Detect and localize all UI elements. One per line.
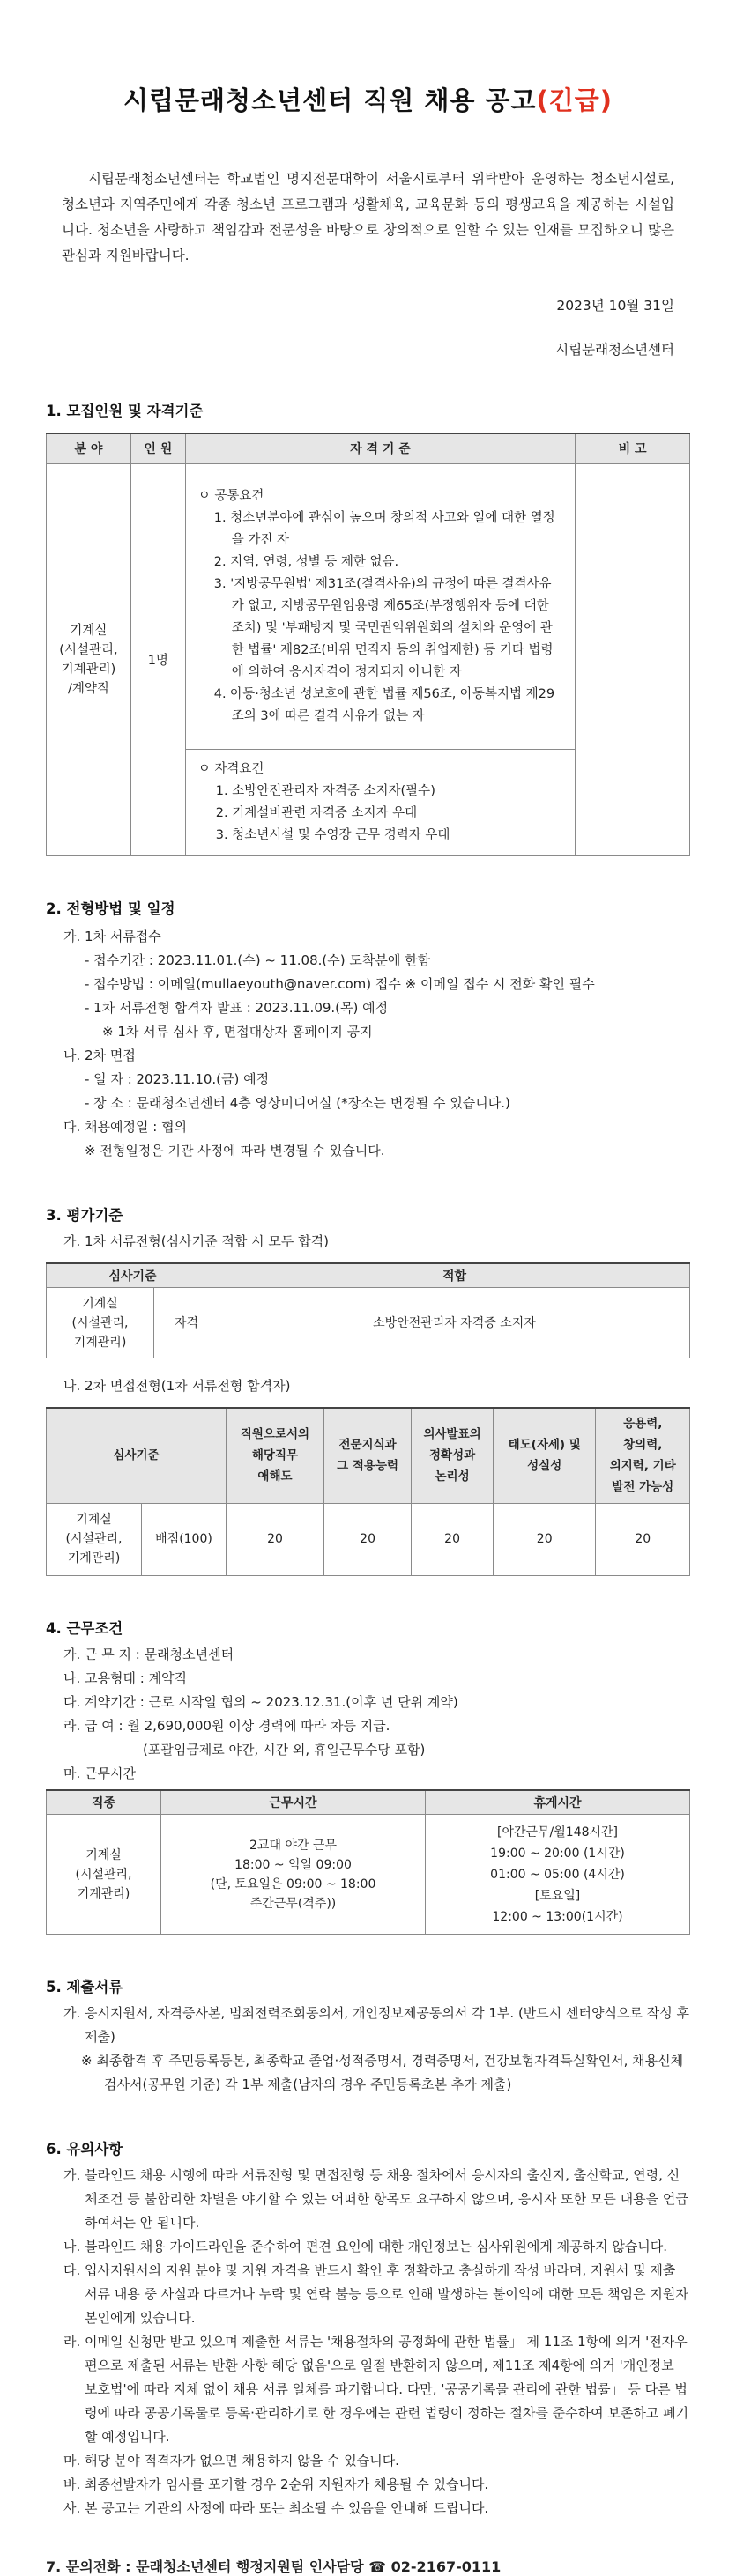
- header-fit: 적합: [219, 1263, 690, 1288]
- work-hours-table: [46, 1789, 690, 1936]
- section-5-heading: 5. 제출서류: [46, 1979, 123, 1995]
- header-criteria: 자 격 기 준: [185, 433, 575, 463]
- header-role: 직종: [47, 1790, 161, 1815]
- page-title: [46, 0, 690, 117]
- header-criteria: 심사기준: [47, 1263, 219, 1288]
- header-field: 분 야: [47, 433, 131, 463]
- conditions-block: [46, 1643, 690, 1786]
- header-note: 비 고: [576, 433, 690, 463]
- header-criteria: 심사기준: [47, 1408, 227, 1503]
- table-header-row: [47, 1790, 690, 1815]
- condition-c: 다. 계약기간 : 근로 시작일 협의 ~ 2023.12.31.(이후 년 단위 계약): [63, 1693, 458, 1710]
- documents-a: 가. 응시지원서, 자격증사본, 범죄전력조회동의서, 개인정보제공동의서 각 1부. (반드시 센터양식으로 작성 후 제출): [63, 2005, 689, 2045]
- evaluation-b: 나. 2차 면접전형(1차 서류전형 합격자): [63, 1378, 291, 1394]
- count-cell: 1명: [130, 463, 185, 855]
- score-cell: 20: [227, 1503, 324, 1575]
- condition-a: 가. 근 무 지 : 문래청소년센터: [63, 1646, 234, 1662]
- break-cell: [야간근무/월148시간] 19:00 ~ 20:00 (1시간) 01:00 ~ 05:00 (4시간) [토요일] 12:00 ~ 13:00(1시간): [426, 1815, 690, 1935]
- evaluation-a: 가. 1차 서류전형(심사기준 적합 시 모두 합격): [63, 1232, 329, 1249]
- table-row: [47, 1503, 690, 1575]
- notes-block: [46, 2164, 690, 2520]
- score-cell: 20: [493, 1503, 596, 1575]
- schedule-a4: ※ 1차 서류 심사 후, 면접대상자 홈페이지 공지: [102, 1023, 373, 1040]
- section-6-heading: 6. 유의사항: [46, 2141, 123, 2158]
- general-item: 2. 지역, 연령, 성별 등 제한 없음.: [213, 554, 399, 569]
- condition-e: 마. 근무시간: [63, 1765, 136, 1781]
- condition-d: 라. 급 여 : 월 2,690,000원 이상 경력에 따라 차등 지급.: [63, 1717, 390, 1734]
- condition-b: 나. 고용형태 : 계약직: [63, 1669, 188, 1686]
- role-cell: 기계실 (시설관리, 기계관리): [47, 1815, 161, 1935]
- label-cell: 배점(100): [142, 1503, 227, 1575]
- notes-item: 나. 블라인드 채용 가이드라인을 준수하여 편견 요인에 대한 개인정보는 심사위원에게 제공하지 않습니다.: [63, 2239, 668, 2254]
- qualification-item: 2. 기계설비관련 자격증 소지자 우대: [215, 805, 418, 820]
- qualification-item: 1. 소방안전관리자 자격증 소지자(필수): [215, 783, 435, 798]
- table-header-row: [47, 1408, 690, 1503]
- notes-item: 바. 최종선발자가 임사를 포기할 경우 2순위 지원자가 채용될 수 있습니다.: [63, 2476, 489, 2492]
- title-text: 시립문래청소년센터 직원 채용 공고: [123, 85, 537, 115]
- table-row: [47, 463, 690, 749]
- label-cell: 자격: [154, 1288, 219, 1358]
- schedule-b1: - 일 자 : 2023.11.10.(금) 예정: [85, 1070, 270, 1087]
- schedule-a3: - 1차 서류전형 합격자 발표 : 2023.11.09.(목) 예정: [85, 999, 389, 1016]
- general-item: 3. '지방공무원법' 제31조(결격사유)의 규정에 따른 결격사유가 없고, 지방공무원임용령 제65조(부정행위자 등에 대한 조치) 및 '부패방지 및 국민권익위원회의 설치와 운영에 관한 법률' 제82조(비위 면직자 등의 취업제한) 등 기타 법령에 의하여 응시자격이 정지되지 아니한 자: [213, 576, 554, 679]
- intro-paragraph: 시립문래청소년센터는 학교법인 명지전문대학이 서울시로부터 위탁받아 운영하는 청소년시설로, 청소년과 지역주민에게 각종 청소년 프로그램과 생활체육, 교육문화 등의 평생교육을 제공하는 시설입니다. 청소년을 사랑하고 책임감과 전문성을 바탕으로 창의적으로 일할 수 있는 인재를 모집하오니 많은 관심과 지원바랍니다.: [62, 171, 674, 263]
- schedule-c: 다. 채용예정일 : 협의: [63, 1118, 188, 1135]
- schedule-b: 나. 2차 면접: [63, 1047, 136, 1063]
- header-c3: 의사발표의 정확성과 논리성: [412, 1408, 494, 1503]
- schedule-c1: ※ 전형일정은 기관 사정에 따라 변경될 수 있습니다.: [85, 1142, 385, 1158]
- table-row: [47, 1288, 690, 1358]
- score-cell: 20: [412, 1503, 494, 1575]
- value-cell: 소방안전관리자 자격증 소지자: [219, 1288, 690, 1358]
- contact-line: 7. 문의전화 : 문래청소년센터 행정지원팀 인사담당 ☎ 02-2167-0111: [46, 2558, 502, 2575]
- header-c5: 응용력, 창의력, 의지력, 기타 발전 가능성: [596, 1408, 690, 1503]
- document-screening-table: [46, 1262, 690, 1359]
- schedule-block: [46, 925, 690, 1163]
- notes-item: 라. 이메일 신청만 받고 있으며 제출한 서류는 '채용절차의 공정화에 관한 법률」 제 11조 1항에 의거 '전자우편으로 제출된 서류는 반환 사항 해당 없음'으로 일절 반환하지 않으며, 제11조 제4항에 의거 '개인정보 보호법'에 따라 지체 없이 채용 서류 일체를 파기합니다. 다만, '공공기록물 관리에 관한 법률」 등 다른 법령에 따라 공공기록물로 등록·관리하기로 한 경우에는 관련 법령이 정하는 절차를 준수하여 보존하고 폐기할 예정입니다.: [63, 2334, 689, 2445]
- general-requirements-cell: [185, 463, 575, 749]
- header-hours: 근무시간: [161, 1790, 426, 1815]
- score-cell: 20: [596, 1503, 690, 1575]
- table-header-row: [47, 1263, 690, 1288]
- notes-item: 가. 블라인드 채용 시행에 따라 서류전형 및 면접전형 등 채용 절차에서 응시자의 출신지, 출신학교, 연령, 신체조건 등 불합리한 차별을 야기할 수 있는 어떠한 항목도 요구하지 않으며, 응시자 또한 모든 내용을 언급하여서는 안 됩니다.: [63, 2167, 688, 2231]
- field-cell: 기계실 (시설관리, 기계관리): [47, 1503, 142, 1575]
- hours-cell: 2교대 야간 근무 18:00 ~ 익일 09:00 (단, 토요일은 09:00 ~ 18:00 주간근무(격주)): [161, 1815, 426, 1935]
- qualification-cell: [185, 749, 575, 855]
- qualification-title: ㅇ 자격요건: [197, 761, 264, 776]
- interview-table: [46, 1407, 690, 1576]
- header-c2: 전문지식과 그 적용능력: [323, 1408, 411, 1503]
- field-cell: 기계실 (시설관리, 기계관리) /계약직: [47, 463, 131, 855]
- general-item: 1. 청소년분야에 관심이 높으며 창의적 사고와 일에 대한 열정을 가진 자: [213, 510, 555, 547]
- qualification-item: 3. 청소년시설 및 수영장 근무 경력자 우대: [215, 827, 450, 842]
- general-title: ㅇ 공통요건: [197, 488, 264, 503]
- condition-d1: (포괄임금제로 야간, 시간 외, 휴일근무수당 포함): [143, 1741, 426, 1758]
- documents-a1: ※ 최종합격 후 주민등록등본, 최종학교 졸업·성적증명서, 경력증명서, 건강보험자격득실확인서, 채용신체검사서(공무원 기준) 각 1부 제출(남자의 경우 주민등록초본 추가 제출): [81, 2053, 684, 2092]
- section-4-heading: 4. 근무조건: [46, 1619, 123, 1637]
- schedule-a1: - 접수기간 : 2023.11.01.(수) ~ 11.08.(수) 도착분에 한함: [85, 951, 431, 968]
- schedule-a2: - 접수방법 : 이메일(mullaeyouth@naver.com) 접수 ※ 이메일 접수 시 전화 확인 필수: [85, 975, 595, 992]
- notes-item: 마. 해당 분야 적격자가 없으면 채용하지 않을 수 있습니다.: [63, 2453, 399, 2469]
- recruitment-table: [46, 433, 690, 856]
- posting-date: 2023년 10월 31일: [556, 298, 674, 314]
- notes-item: 다. 입사지원서의 지원 분야 및 지원 자격을 반드시 확인 후 정확하고 충실하게 작성 바라며, 지원서 및 제출 서류 내용 중 사실과 다르거나 누락 및 연락 불능 등으로 인해 발생하는 불이익에 대한 모든 책임은 지원자 본인에게 있습니다.: [63, 2262, 688, 2326]
- note-cell: [576, 463, 690, 855]
- schedule-b2: - 장 소 : 문래청소년센터 4층 영상미디어실 (*장소는 변경될 수 있습니다.): [85, 1094, 510, 1111]
- documents-block: [46, 2002, 690, 2097]
- table-header-row: [47, 433, 690, 463]
- general-item: 4. 아동·청소년 성보호에 관한 법률 제56조, 아동복지법 제29조의 3에 따른 결격 사유가 없는 자: [213, 686, 555, 723]
- score-cell: 20: [323, 1503, 411, 1575]
- header-c4: 태도(자세) 및 성실성: [493, 1408, 596, 1503]
- table-row: [47, 1815, 690, 1935]
- header-c1: 직원으로서의 해당직무 애해도: [227, 1408, 324, 1503]
- schedule-a: 가. 1차 서류접수: [63, 928, 161, 944]
- section-2-heading: 2. 전형방법 및 일정: [46, 899, 175, 917]
- section-1-heading: 1. 모집인원 및 자격기준: [46, 403, 204, 419]
- header-break: 휴게시간: [426, 1790, 690, 1815]
- organization-name: 시립문래청소년센터: [555, 342, 674, 358]
- section-3-heading: 3. 평가기준: [46, 1206, 123, 1224]
- field-cell: 기계실 (시설관리, 기계관리): [47, 1288, 154, 1358]
- notes-item: 사. 본 공고는 기관의 사정에 따라 또는 최소될 수 있음을 안내해 드립니다.: [63, 2500, 489, 2516]
- header-count: 인 원: [130, 433, 185, 463]
- urgent-label: (긴급): [536, 85, 613, 115]
